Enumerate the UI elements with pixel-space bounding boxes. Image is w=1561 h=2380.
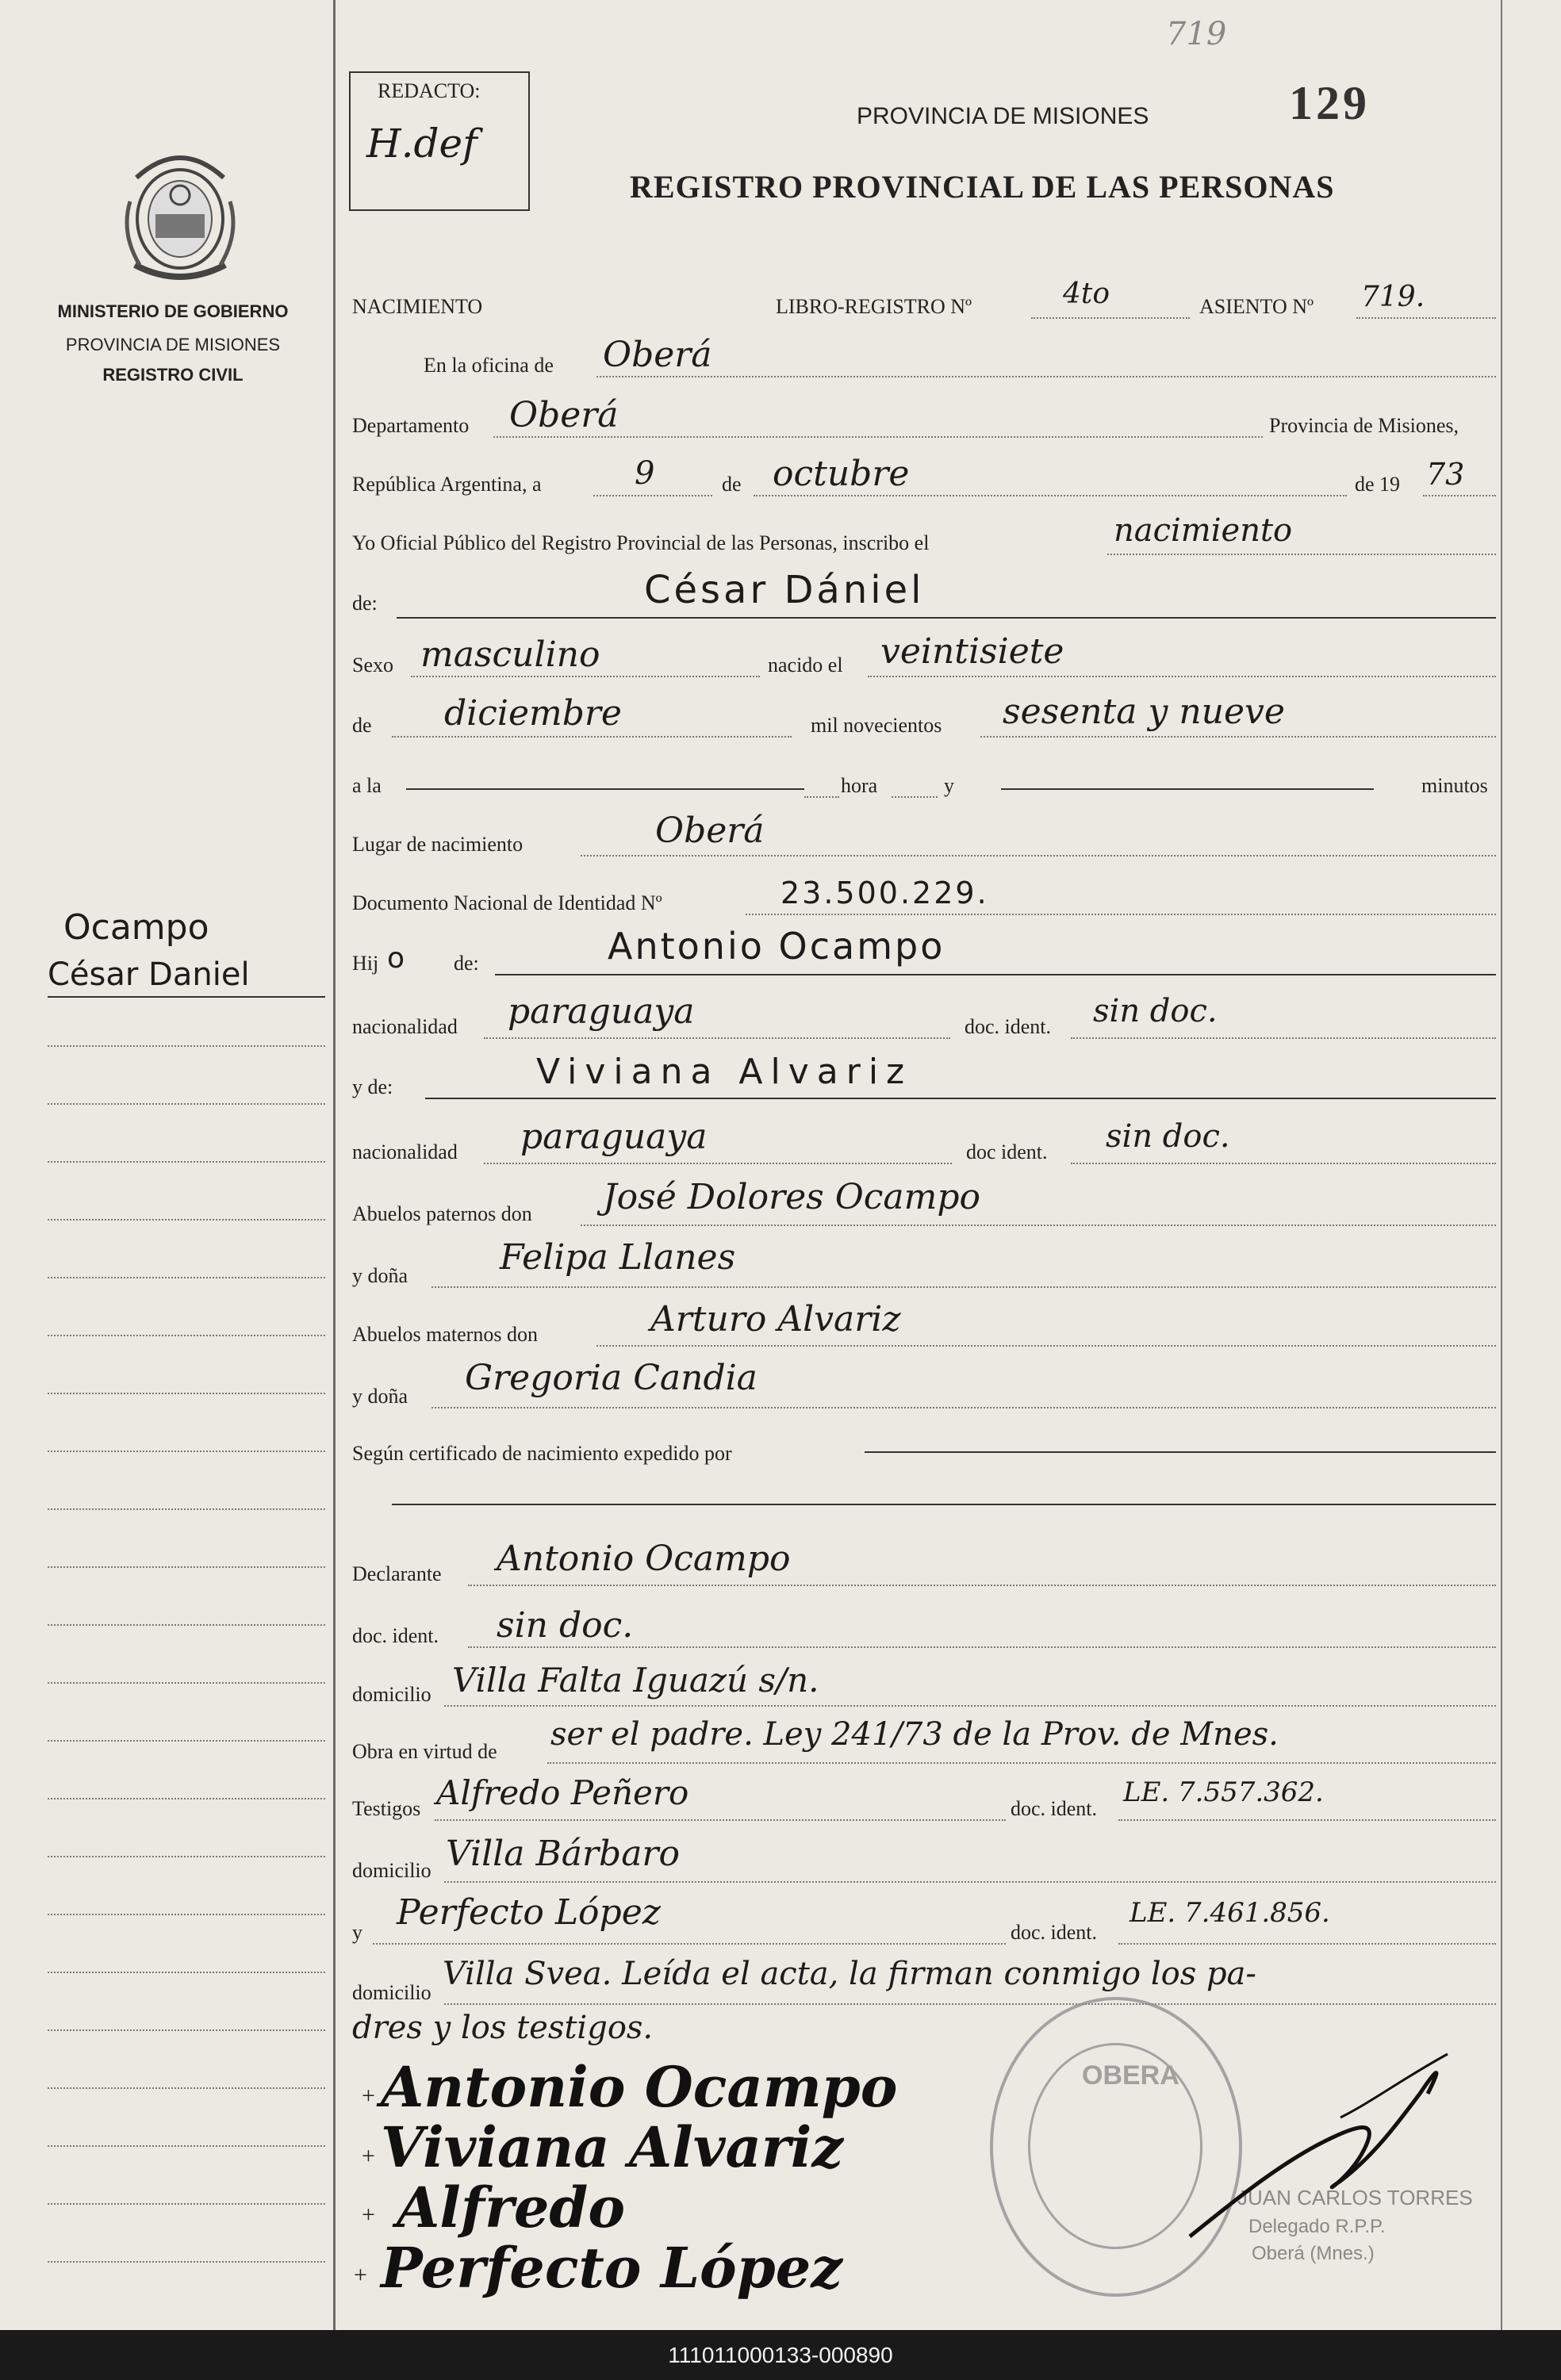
coat-of-arms-icon — [121, 146, 240, 281]
margin-ruled-line — [48, 1277, 325, 1278]
margin-ruled-line — [48, 1045, 325, 1047]
doc-ident-decl-label: doc. ident. — [352, 1624, 439, 1647]
docident-t1-value: LE. 7.557.362. — [1123, 1776, 1324, 1808]
anio-nac-value: sesenta y nueve — [1003, 692, 1285, 732]
nombre-value: César Dániel — [644, 568, 925, 612]
ala-label: a la — [352, 774, 382, 797]
lugar-label: Lugar de nacimiento — [352, 833, 524, 856]
hijo-suffix: o — [387, 942, 405, 975]
hora-label: hora — [841, 774, 878, 797]
docident-madre-value: sin doc. — [1106, 1118, 1230, 1155]
stamp-official-name: JUAN CARLOS TORRES — [1237, 2186, 1473, 2209]
minutos-label: minutos — [1421, 774, 1488, 797]
yde-label: y de: — [352, 1075, 393, 1098]
docident-padre-value: sin doc. — [1093, 993, 1218, 1029]
libro-value: 4to — [1063, 278, 1110, 310]
margin-ruled-line — [48, 1451, 325, 1452]
nacido-label: nacido el — [768, 653, 843, 676]
margin-ruled-line — [48, 1508, 325, 1510]
de2-label: de — [352, 714, 372, 737]
padre-value: Antonio Ocampo — [608, 925, 945, 968]
margin-ruled-line — [48, 2203, 325, 2205]
official-signature-icon — [1182, 2046, 1452, 2252]
domicilio-value: Villa Falta Iguazú s/n. — [452, 1661, 819, 1700]
redacto-label: REDACTO: — [378, 79, 481, 102]
abuelos-paternos-label: Abuelos paternos don — [352, 1202, 532, 1225]
docident-label: doc. ident. — [965, 1015, 1052, 1038]
margin-ruled-line — [48, 1798, 325, 1799]
margin-ruled-line — [48, 1624, 325, 1626]
madre-value: Viviana Alvariz — [536, 1052, 913, 1092]
stamp-official-title: Delegado R.P.P. — [1248, 2216, 1386, 2237]
docident-t1-label: doc. ident. — [1011, 1797, 1098, 1820]
ydona2-label: y doña — [352, 1385, 408, 1408]
seal-text: OBERA — [1082, 2060, 1179, 2091]
docident-t2-label: doc. ident. — [1011, 1921, 1098, 1944]
margin-ruled-line — [48, 2261, 325, 2263]
margin-surname: Ocampo — [63, 907, 209, 948]
abuelo-paterno-value: José Dolores Ocampo — [603, 1177, 981, 1217]
margin-given-names: César Daniel — [48, 956, 250, 993]
y-testigo-label: y — [352, 1921, 362, 1944]
margin-ruled-line — [48, 1161, 325, 1163]
docident2-label: doc ident. — [966, 1140, 1048, 1163]
margin-ruled-line — [48, 1393, 325, 1394]
margin-ruled-line — [48, 1972, 325, 1973]
signature-1: Antonio Ocampo — [381, 2054, 898, 2120]
signature-marker: + — [362, 2083, 375, 2109]
domicilio-label: domicilio — [352, 1683, 431, 1706]
abuela-materna-value: Gregoria Candia — [465, 1358, 757, 1398]
nacionalidad-label: nacionalidad — [352, 1015, 458, 1038]
mes-nac-value: diciembre — [444, 693, 622, 734]
de19-label: de 19 — [1355, 473, 1401, 496]
margin-ruled-line — [48, 1103, 325, 1105]
margin-ruled-line — [48, 1219, 325, 1221]
stamp-official-place: Oberá (Mnes.) — [1252, 2243, 1375, 2264]
margin-ruled-line — [48, 1914, 325, 1915]
hijo-label: Hij — [352, 952, 379, 975]
margin-ruled-line — [48, 1335, 325, 1336]
ministry-line1: MINISTERIO DE GOBIERNO — [57, 301, 289, 321]
margin-ruled-line — [48, 2145, 325, 2147]
abuela-paterna-value: Felipa Llanes — [500, 1237, 736, 1278]
nacido-value: veintisiete — [880, 631, 1064, 672]
domicilio-t1-label: domicilio — [352, 1859, 431, 1882]
y-label: y — [944, 774, 954, 797]
de-colon-label: de: — [352, 592, 378, 615]
ministry-line3: REGISTRO CIVIL — [102, 365, 244, 385]
signature-marker: + — [362, 2143, 375, 2169]
nacimiento-label: NACIMIENTO — [352, 295, 483, 318]
handwritten-number: 719 — [1166, 16, 1227, 52]
de-label: de — [722, 473, 742, 496]
mil-label: mil novecientos — [811, 714, 942, 737]
oficina-label: En la oficina de — [424, 354, 554, 377]
obra-label: Obra en virtud de — [352, 1740, 497, 1763]
abuelo-materno-value: Arturo Alvariz — [650, 1299, 901, 1339]
margin-ruled-line — [48, 1740, 325, 1742]
declarante-value: Antonio Ocampo — [497, 1539, 791, 1579]
signature-3: Alfredo — [397, 2175, 626, 2240]
margin-ruled-line — [48, 1682, 325, 1684]
provincia-label: Provincia de Misiones, — [1269, 414, 1459, 437]
margin-ruled-line — [48, 2087, 325, 2089]
page-number: 129 — [1289, 77, 1370, 129]
libro-label: LIBRO-REGISTRO Nº — [776, 295, 972, 318]
margin-ruled-line — [48, 2029, 325, 2031]
domicilio-t1-value: Villa Bárbaro — [446, 1834, 680, 1874]
dni-value: 23.500.229. — [780, 876, 989, 910]
ministry-line2: PROVINCIA DE MISIONES — [65, 335, 281, 355]
oficial-label: Yo Oficial Público del Registro Provincial de las Personas, inscribo el — [352, 531, 930, 554]
margin-ruled-line — [48, 1856, 325, 1857]
republica-label: República Argentina, a — [352, 473, 542, 496]
testigos-label: Testigos — [352, 1797, 421, 1820]
dni-label: Documento Nacional de Identidad Nº — [352, 891, 662, 914]
segun-label: Según certificado de nacimiento expedido por — [352, 1442, 732, 1465]
signature-marker: + — [354, 2262, 367, 2288]
sexo-label: Sexo — [352, 653, 393, 676]
dia-value: 9 — [635, 455, 655, 492]
sexo-value: masculino — [420, 634, 600, 675]
province-heading: PROVINCIA DE MISIONES — [857, 103, 1149, 129]
departamento-label: Departamento — [352, 414, 470, 437]
docident-t2-value: LE. 7.461.856. — [1130, 1897, 1330, 1929]
testigo2-value: Perfecto López — [397, 1892, 661, 1933]
redacto-box — [349, 71, 530, 211]
anio-value: 73 — [1426, 457, 1465, 492]
obra-value: ser el padre. Ley 241/73 de la Prov. de Mnes. — [550, 1716, 1279, 1753]
nacionalidad2-label: nacionalidad — [352, 1140, 458, 1163]
asiento-value: 719. — [1361, 281, 1425, 313]
signature-2: Viviana Alvariz — [381, 2114, 844, 2180]
ydona-label: y doña — [352, 1264, 408, 1287]
hijo-de-label: de: — [454, 952, 479, 975]
margin-ruled-line — [48, 1566, 325, 1568]
signature-4: Perfecto López — [381, 2235, 842, 2301]
signature-marker: + — [362, 2202, 375, 2228]
cierre-value: dres y los testigos. — [352, 2010, 654, 2046]
archive-code: 111011000133-000890 — [0, 2330, 1561, 2380]
left-margin-rule — [333, 0, 336, 2330]
declarante-label: Declarante — [352, 1562, 442, 1585]
lugar-value: Oberá — [655, 811, 765, 851]
doc-ident-decl-value: sin doc. — [497, 1605, 634, 1646]
right-margin-rule — [1501, 0, 1502, 2330]
redacto-value: H.def — [366, 121, 478, 167]
oficina-value: Oberá — [603, 335, 712, 375]
page-title: REGISTRO PROVINCIAL DE LAS PERSONAS — [630, 169, 1335, 205]
inscribo-value: nacimiento — [1114, 512, 1293, 549]
departamento-value: Oberá — [509, 395, 619, 435]
mes-value: octubre — [773, 454, 910, 494]
domicilio-t2-label: domicilio — [352, 1981, 431, 2004]
abuelos-maternos-label: Abuelos maternos don — [352, 1323, 538, 1346]
nacionalidad-padre-value: paraguaya — [508, 991, 695, 1032]
margin-line — [48, 996, 325, 998]
domicilio-t2-value: Villa Svea. Leída el acta, la firman conmigo los pa- — [443, 1956, 1256, 1992]
asiento-label: ASIENTO Nº — [1199, 295, 1314, 318]
testigo1-value: Alfredo Peñero — [436, 1773, 689, 1812]
nacionalidad-madre-value: paraguaya — [520, 1117, 708, 1157]
